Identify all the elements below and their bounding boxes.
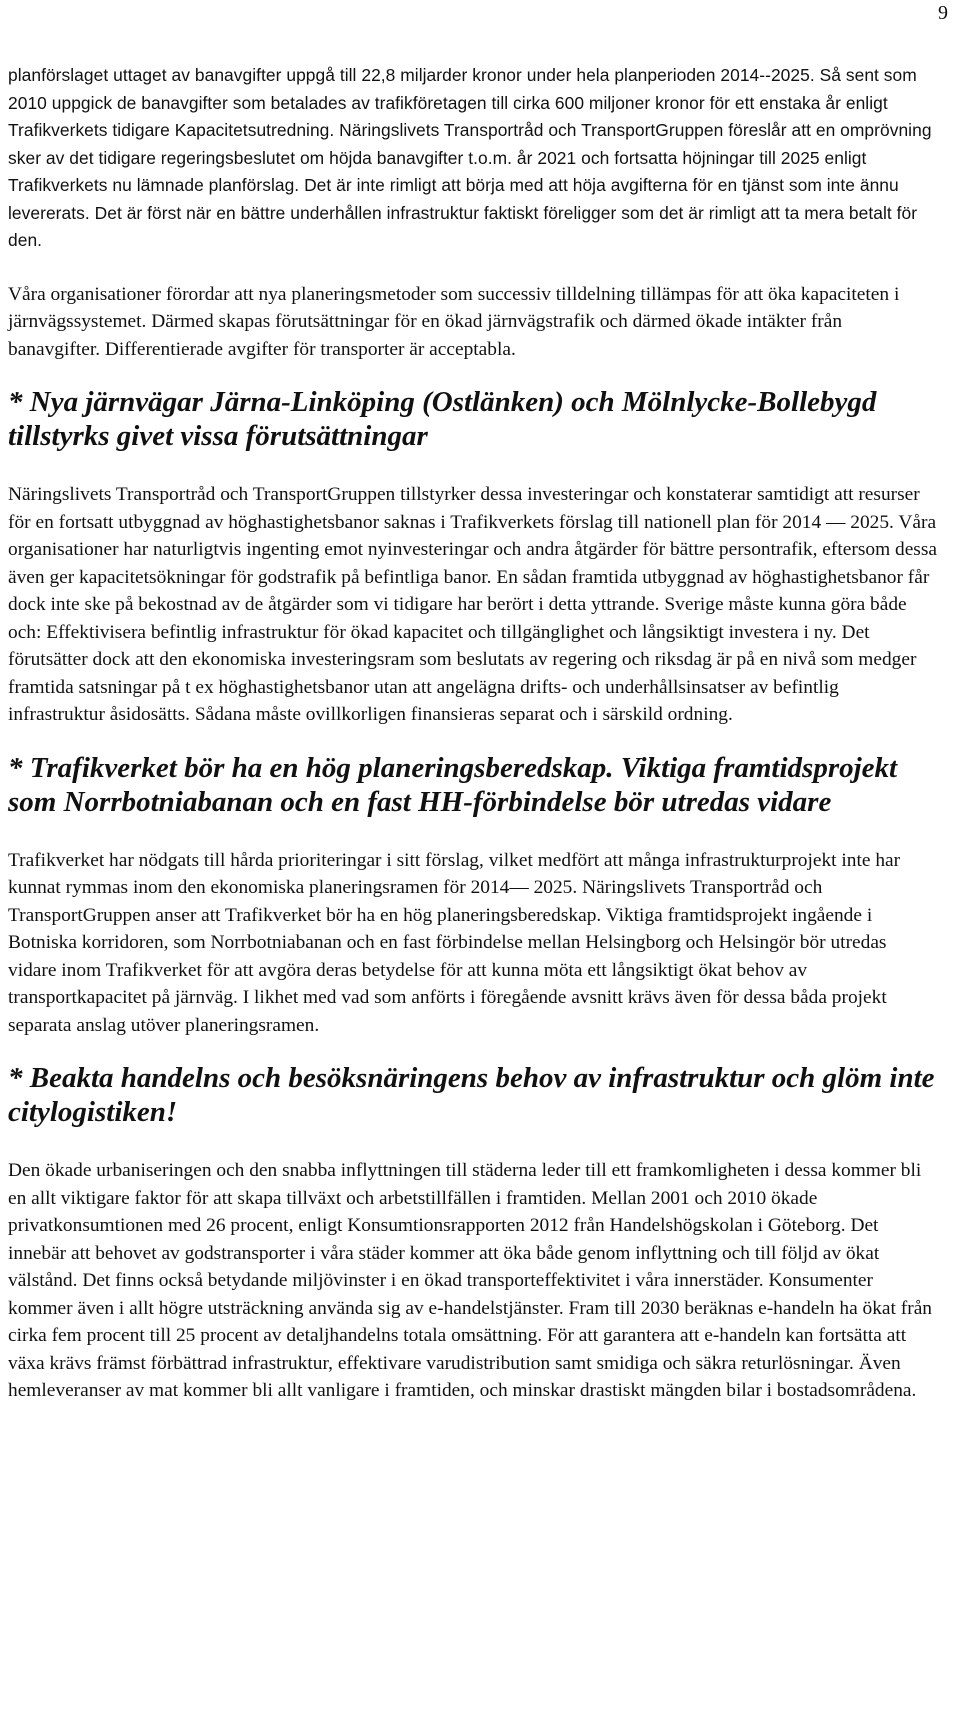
- spacer: [8, 1129, 938, 1157]
- section-heading-ostlanken: * Nya järnvägar Järna-Linköping (Ostlänken) och Mölnlycke-Bollebygd tillstyrks givet vissa förutsättningar: [8, 386, 877, 452]
- page-number: 9: [938, 2, 948, 24]
- section-heading-planeringsberedskap: * Trafikverket bör ha en hög planeringsberedskap. Viktiga framtidsprojekt som Norrbotniabanan och en fast HH-förbindelse bör utredas vidare: [8, 751, 898, 818]
- spacer: [8, 363, 938, 385]
- spacer: [8, 255, 938, 281]
- spacer: [8, 453, 938, 481]
- document-body: [8, 62, 938, 1405]
- spacer: [8, 819, 938, 847]
- paragraph-planeringsmetoder: Våra organisationer förordar att nya planeringsmetoder som successiv tilldelning tillämpas för att öka kapaciteten i järnvägssystemet. Därmed skapas förutsättningar för en ökad järnvägstrafik och därmed ökade intäkter från banavgifter. Differentierade avgifter för transporter är acceptabla.: [8, 283, 900, 360]
- spacer: [8, 729, 938, 751]
- paragraph-banavgifter: planförslaget uttaget av banavgifter uppgå till 22,8 miljarder kronor under hela planperioden 2014--2025. Så sent som 2010 uppgick de banavgifter som betalades av trafikföretagen till cirka 600 miljoner kronor för ett enstaka år enligt Trafikverkets tidigare Kapacitetsutredning. Näringslivets Transportråd och TransportGruppen föreslår att en omprövning sker av det tidigare regeringsbeslutet om höjda banavgifter t.o.m. år 2021 och fortsatta höjningar till 2025 enligt Trafikverkets nu lämnade planförslag. Det är inte rimligt att börja med att höja avgifterna för en tjänst som inte ännu levererats. Det är först när en bättre underhållen infrastruktur faktiskt föreligger som det är rimligt att ta mera betalt för den.: [8, 65, 932, 250]
- paragraph-urbanisering: Den ökade urbaniseringen och den snabba inflyttningen till städerna leder till ett framkomligheten i dessa kommer bli en allt viktigare faktor för att skapa tillväxt och arbetstillfällen i framtiden. Mellan 2001 och 2010 ökade privatkonsumtionen med 26 procent, enligt Konsumtionsrapporten 2012 från Handelshögskolan i Göteborg. Det innebär att behovet av godstransporter i våra städer kommer att öka både genom inflyttning och till följd av ökat välstånd. Det finns också betydande miljövinster i en ökad transporteffektivitet i våra innerstäder. Konsumenter kommer även i allt högre utsträckning använda sig av e-handelstjänster. Fram till 2030 beräknas e-handeln ha ökat från cirka fem procent till 25 procent av detaljhandelns totala omsättning. För att garantera att e-handeln kan fortsätta att växa krävs främst förbättrad infrastruktur, effektivare varudistribution samt smidiga och säkra returlösningar. Även hemleveranser av mat kommer bli allt vanligare i framtiden, och minskar drastiskt mängden bilar i bostadsområdena.: [8, 1160, 932, 1401]
- paragraph-norrbotniabanan: Trafikverket har nödgats till hårda prioriteringar i sitt förslag, vilket medfört att många infrastrukturprojekt inte har kunnat rymmas inom den ekonomiska planeringsramen för 2014— 2025. Näringslivets Transportråd och TransportGruppen anser att Trafikverket bör ha en hög planeringsberedskap. Viktiga framtidsprojekt ingående i Botniska korridoren, som Norrbotniabanan och en fast förbindelse mellan Helsingborg och Helsingör bör utredas vidare inom Trafikverket för att avgöra deras betydelse för att kunna möta ett långsiktigt ökat behov av transportkapacitet på järnväg. I likhet med vad som anförts i föregående avsnitt krävs även för dessa båda projekt separata anslag utöver planeringsramen.: [8, 849, 901, 1036]
- paragraph-hoghastighetsbanor: Näringslivets Transportråd och TransportGruppen tillstyrker dessa investeringar och konstaterar samtidigt att resurser för en fortsatt utbyggnad av höghastighetsbanor saknas i Trafikverkets förslag till nationell plan för 2014 — 2025. Våra organisationer har naturligtvis ingenting emot nyinvesteringar och andra åtgärder för bättre persontrafik, eftersom dessa även ger kapacitetsökningar för godstrafik på befintliga banor. En sådan framtida utbyggnad av höghastighetsbanor får dock inte ske på bekostnad av de åtgärder som vi tidigare har berört i detta yttrande. Sverige måste kunna göra både och: Effektivisera befintlig infrastruktur för ökad kapacitet och tillgänglighet och långsiktigt investera i ny. Det förutsätter dock att den ekonomiska investeringsram som beslutats av regering och riksdag är på en nivå som medger framtida satsningar på t ex höghastighetsbanor utan att angelägna drifts- och underhållsinsatser av befintlig infrastruktur åsidosätts. Sådana måste ovillkorligen finansieras separat och i särskild ordning.: [8, 484, 937, 725]
- spacer: [8, 1039, 938, 1061]
- section-heading-citylogistik: * Beakta handelns och besöksnäringens behov av infrastruktur och glöm inte citylogistiken!: [8, 1062, 935, 1128]
